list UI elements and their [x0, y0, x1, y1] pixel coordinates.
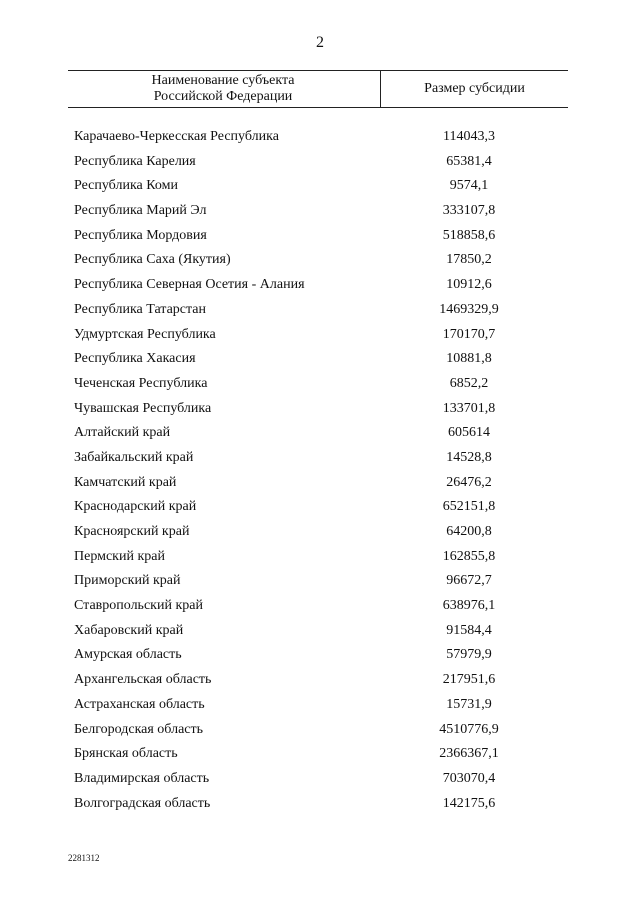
- table-row: [74, 471, 568, 496]
- subsidy-amount: 142175,6: [442, 795, 496, 811]
- column-header-amount: Размер субсидии: [424, 81, 525, 96]
- subsidy-amount: 4510776,9: [439, 721, 499, 737]
- subject-name: Республика Хакасия: [74, 351, 196, 367]
- subsidy-amount: 96672,7: [446, 573, 492, 589]
- table-row: [74, 792, 568, 817]
- subsidy-amount: 57979,9: [446, 647, 492, 663]
- subject-name: Приморский край: [74, 573, 181, 589]
- table-row: [74, 569, 568, 594]
- subject-name: Амурская область: [74, 647, 182, 663]
- table-row: [74, 718, 568, 743]
- subject-name: Алтайский край: [74, 425, 171, 441]
- subsidy-amount: 9574,1: [449, 178, 489, 194]
- column-header-subject-line1: Наименование субъекта: [151, 73, 295, 88]
- subject-name: Красноярский край: [74, 524, 190, 539]
- subject-name: Ставропольский край: [74, 598, 203, 614]
- table-row: [74, 643, 568, 668]
- subsidy-amount: 652151,8: [442, 499, 496, 515]
- subject-name: Брянская область: [74, 746, 178, 762]
- subsidy-table-body: [74, 125, 568, 816]
- document-code: 2281312: [68, 853, 100, 863]
- subject-name: Камчатский край: [74, 474, 177, 490]
- table-row: [74, 323, 568, 348]
- subsidy-amount: 17850,2: [446, 252, 492, 268]
- subject-name: Удмуртская Республика: [74, 326, 216, 342]
- subsidy-amount: 15731,9: [446, 696, 492, 712]
- subject-name: Пермский край: [74, 548, 165, 564]
- table-row: [74, 545, 568, 570]
- table-row: [74, 199, 568, 224]
- page-number: 2: [316, 34, 324, 51]
- table-row: [74, 125, 568, 150]
- subsidy-amount: 217951,6: [442, 672, 496, 688]
- table-row: [74, 224, 568, 249]
- table-row: [74, 273, 568, 298]
- table-row: [74, 446, 568, 471]
- subject-name: Республика Мордовия: [74, 227, 207, 243]
- subsidy-amount: 26476,2: [446, 474, 492, 490]
- table-row: [74, 298, 568, 323]
- subject-name: Забайкальский край: [74, 449, 194, 465]
- subject-name: Республика Северная Осетия - Алания: [74, 277, 305, 293]
- subsidy-amount: 133701,8: [442, 400, 496, 416]
- subject-name: Республика Саха (Якутия): [74, 252, 231, 268]
- subsidy-amount: 14528,8: [446, 449, 492, 465]
- subsidy-amount: 1469329,9: [439, 301, 499, 317]
- table-row: [74, 619, 568, 644]
- table-header: [68, 70, 568, 108]
- subsidy-amount: 10912,6: [446, 277, 492, 293]
- column-header-subject-line2: Российской Федерации: [153, 89, 293, 104]
- subsidy-amount: 518858,6: [442, 227, 496, 243]
- table-row: [74, 668, 568, 693]
- subsidy-amount: 64200,8: [446, 524, 492, 539]
- subject-name: Владимирская область: [74, 770, 210, 786]
- table-row: [74, 347, 568, 372]
- subsidy-amount: 91584,4: [446, 622, 492, 638]
- subsidy-amount: 605614: [448, 425, 490, 441]
- table-row: [74, 397, 568, 422]
- subsidy-amount: 703070,4: [442, 770, 496, 786]
- subsidy-amount: 162855,8: [442, 548, 496, 564]
- table-row: [74, 248, 568, 273]
- subsidy-amount: 114043,3: [443, 129, 495, 144]
- subject-name: Хабаровский край: [74, 622, 184, 638]
- subject-name: Белгородская область: [74, 721, 204, 737]
- subsidy-amount: 2366367,1: [439, 746, 499, 762]
- table-row: [74, 421, 568, 446]
- column-header-subject: [68, 73, 378, 105]
- subject-name: Волгоградская область: [74, 795, 211, 811]
- subsidy-amount: 333107,8: [442, 203, 496, 219]
- table-row: [74, 174, 568, 199]
- subject-name: Архангельская область: [74, 672, 212, 688]
- subject-name: Республика Карелия: [74, 153, 196, 169]
- subject-name: Карачаево-Черкесская Республика: [74, 129, 279, 144]
- subsidy-amount: 170170,7: [442, 326, 496, 342]
- subsidy-amount: 10881,8: [446, 351, 492, 367]
- subject-name: Чеченская Республика: [74, 375, 208, 391]
- subject-name: Чувашская Республика: [74, 400, 212, 416]
- table-row: [74, 742, 568, 767]
- table-row: [74, 693, 568, 718]
- subject-name: Краснодарский край: [74, 499, 197, 515]
- subject-name: Астраханская область: [74, 696, 205, 712]
- subsidy-amount: 638976,1: [442, 598, 496, 614]
- table-row: [74, 594, 568, 619]
- subject-name: Республика Татарстан: [74, 301, 207, 317]
- subsidy-amount: 65381,4: [446, 153, 492, 169]
- subject-name: Республика Марий Эл: [74, 203, 207, 219]
- subsidy-amount: 6852,2: [449, 375, 489, 391]
- table-row: [74, 767, 568, 792]
- subject-name: Республика Коми: [74, 178, 178, 194]
- table-row: [74, 372, 568, 397]
- table-row: [74, 520, 568, 545]
- table-row: [74, 150, 568, 175]
- table-row: [74, 495, 568, 520]
